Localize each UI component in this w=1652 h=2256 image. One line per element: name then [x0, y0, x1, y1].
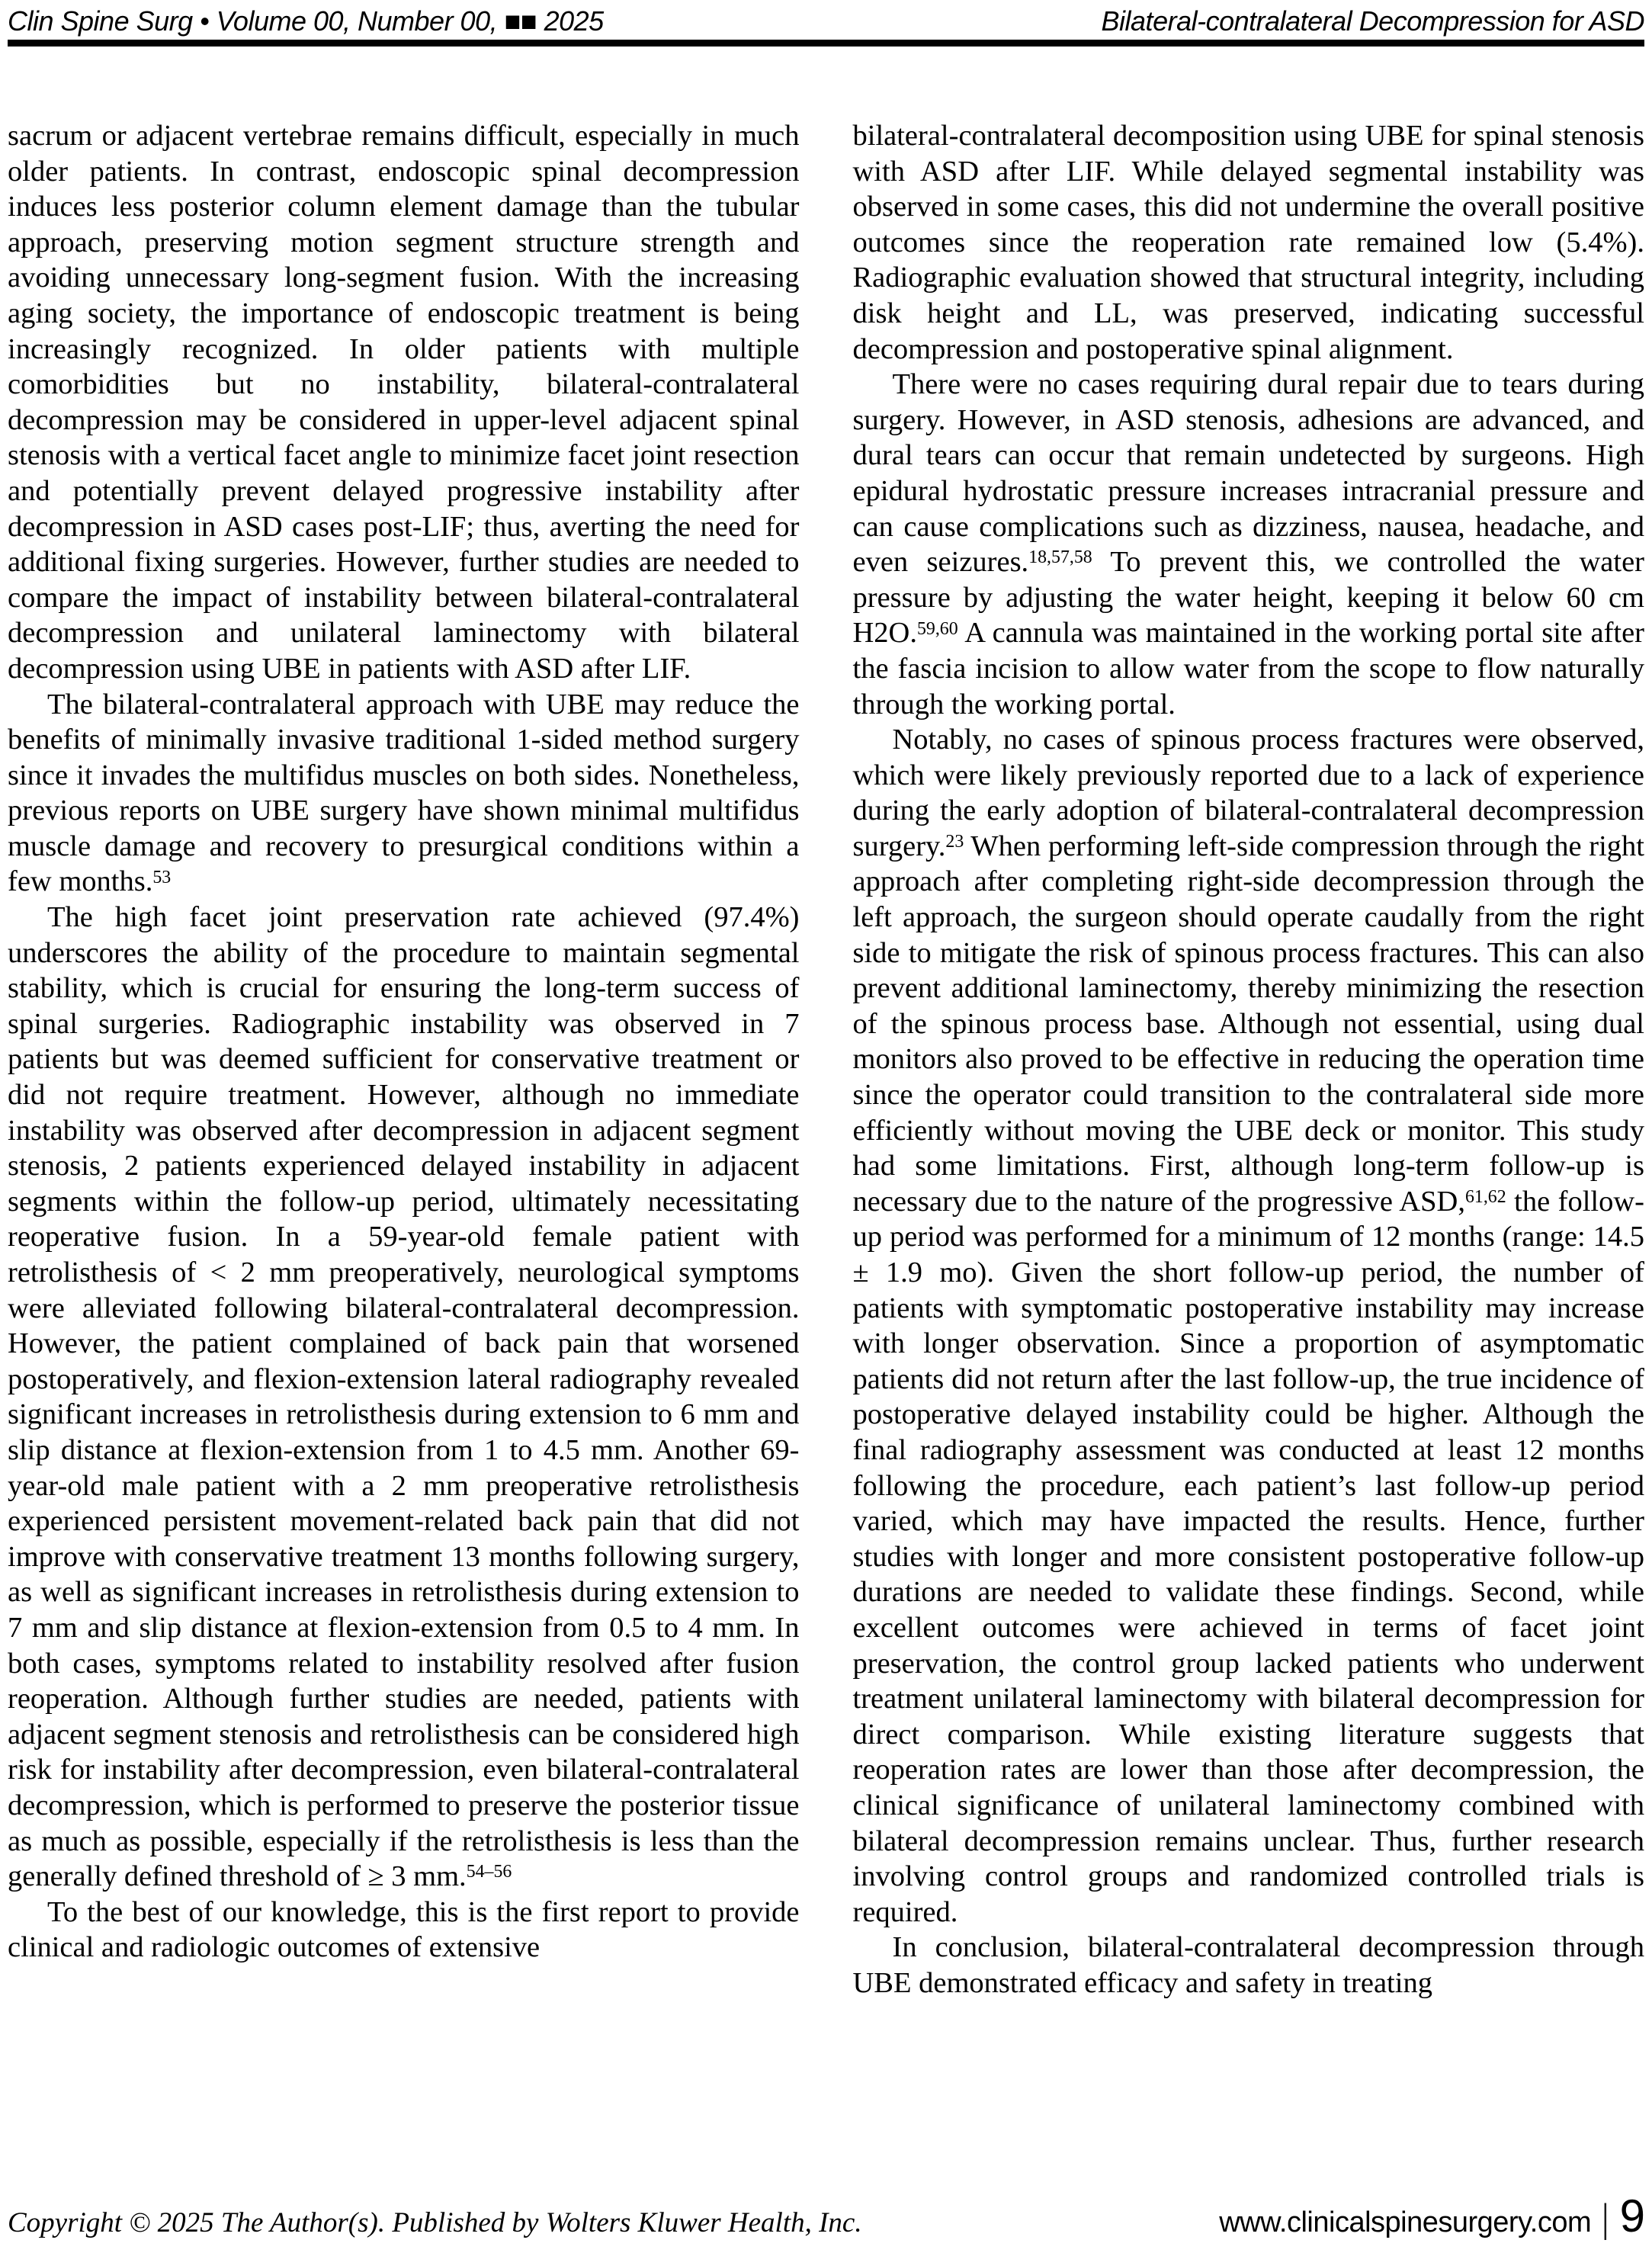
page-footer: [8, 2190, 1644, 2242]
paragraph: sacrum or adjacent vertebrae remains difficult, especially in much older patients. In contrast, endoscopic spinal decompression induces less posterior column element damage than the tubular approach, preserving motion segment structure strength and avoiding unnecessary long-segment fusion. With the increasing aging society, the importance of endoscopic treatment is being increasingly recognized. In older patients with multiple comorbidities but no instability, bilateral-contralateral decompression may be considered in upper-level adjacent spinal stenosis with a vertical facet angle to minimize facet joint resection and potentially prevent delayed progressive instability after decompression in ASD cases post-LIF; thus, averting the need for additional fixing surgeries. However, further studies are needed to compare the impact of instability between bilateral-contralateral decompression and unilateral laminectomy with bilateral decompression using UBE in patients with ASD after LIF.: [8, 120, 800, 685]
reference-superscript: 53: [152, 867, 172, 887]
paragraph: In conclusion, bilateral-contralateral decompression through UBE demonstrated efficacy and safety in treating: [852, 1931, 1644, 1999]
reference-superscript: 23: [945, 832, 964, 852]
article-body: [8, 118, 1644, 2222]
reference-superscript: 59,60: [916, 618, 958, 639]
paragraph: The high facet joint preservation rate achieved (97.4%) underscores the ability of the procedure to maintain segmental stability, which is crucial for ensuring the long-term success of spinal surgeries. Radiographic instability was observed in 7 patients but was deemed sufficient for conservative treatment or did not require treatment. However, although no immediate instability was observed after decompression in adjacent segment stenosis, 2 patients experienced delayed instability in adjacent segments within the follow-up period, ultimately necessitating reoperative fusion. In a 59-year-old female patient with retrolisthesis of < 2 mm preoperatively, neurological symptoms were alleviated following bilateral-contralateral decompression. However, the patient complained of back pain that worsened postoperatively, and flexion-extension lateral radiography revealed significant increases in retrolisthesis during extension to 6 mm and slip distance at flexion-extension from 1 to 4.5 mm. Another 69-year-old male patient with a 2 mm preoperative retrolisthesis experienced persistent movement-related back pain that did not improve with conservative treatment 13 months following surgery, as well as significant increases in retrolisthesis during extension to 7 mm and slip distance at flexion-extension from 0.5 to 4 mm. In both cases, symptoms related to instability resolved after fusion reoperation. Although further studies are needed, patients with adjacent segment stenosis and retrolisthesis can be considered high risk for instability after decompression, even bilateral-contralateral decompression, which is performed to preserve the posterior tissue as much as possible, especially if the retrolisthesis is less than the generally defined threshold of ≥ 3 mm.$^{54-56}$: [8, 901, 800, 1893]
paragraph: Notably, no cases of spinous process fractures were observed, which were likely previously reported due to a lack of experience during the early adoption of bilateral-contralateral decompression surgery.$^{23}$ When performing left-side compression through the right approach after completing right-side decompression through the left approach, the surgeon should operate caudally from the right side to mitigate the risk of spinous process fractures. This can also prevent additional laminectomy, thereby minimizing the resection of the spinous process base. Although not essential, using dual monitors also proved to be effective in reducing the operation time since the operator could transition to the contralateral side more efficiently without moving the UBE deck or monitor. This study had some limitations. First, although long-term follow-up is necessary due to the nature of the progressive ASD,$^{61,62}$ the follow-up period was performed for a minimum of 12 months (range: 14.5 ± 1.9 mo). Given the short follow-up period, the number of patients with symptomatic postoperative instability may increase with longer observation. Since a proportion of asymptomatic patients did not return after the last follow-up, the true incidence of postoperative delayed instability could be higher. Although the final radiography assessment was conducted at least 12 months following the procedure, each patient’s last follow-up period varied, which may have impacted the results. Hence, further studies with longer and more consistent postoperative follow-up durations are needed to validate these findings. Second, while excellent outcomes were achieved in terms of facet joint preservation, the control group lacked patients who underwent treatment unilateral laminectomy with bilateral decompression for direct comparison. While existing literature suggests that reoperation rates are lower than those after decompression, the clinical significance of unilateral laminectomy combined with bilateral decompression remains unclear. Thus, further research involving control groups and randomized controlled trials is required.: [852, 724, 1644, 1928]
journal-website-link[interactable]: www.clinicalspinesurgery.com: [1219, 2206, 1592, 2238]
paragraph: There were no cases requiring dural repair due to tears during surgery. However, in ASD stenosis, adhesions are advanced, and dural tears can occur that remain undetected by surgeons. High epidural hydrostatic pressure increases intracranial pressure and can cause complications such as dizziness, nausea, headache, and even seizures.$^{18,57,58}$ To prevent this, we controlled the water pressure by adjusting the water height, keeping it below 60 cm H2O.$^{59,60}$ A cannula was maintained in the working portal site after the fascia incision to allow water from the scope to flow naturally through the working portal.: [852, 368, 1644, 720]
header-rule: [8, 40, 1644, 47]
page-number: 9: [1619, 2190, 1644, 2242]
paragraph: To the best of our knowledge, this is the first report to provide clinical and radiologic outcomes of extensive: [8, 1895, 800, 1964]
running-title: Bilateral-contralateral Decompression for ASD: [1101, 5, 1644, 37]
running-head: [8, 0, 1644, 38]
footer-right: [1219, 2190, 1644, 2242]
journal-citation: Clin Spine Surg • Volume 00, Number 00, ■■ 2025: [8, 5, 604, 37]
left-column: [8, 118, 800, 2222]
footer-separator: |: [1602, 2197, 1609, 2241]
reference-superscript: 54–56: [466, 1862, 512, 1882]
paragraph: The bilateral-contralateral approach with UBE may reduce the benefits of minimally invasive traditional 1-sided method surgery since it invades the multifidus muscles on both sides. Nonetheless, previous reports on UBE surgery have shown minimal multifidus muscle damage and recovery to presurgical conditions within a few months.$^{53}$: [8, 688, 800, 898]
reference-superscript: 18,57,58: [1028, 547, 1092, 568]
copyright-notice: Copyright © 2025 The Author(s). Published by Wolters Kluwer Health, Inc.: [8, 2207, 862, 2238]
right-column: [853, 118, 1645, 2222]
paragraph: bilateral-contralateral decomposition using UBE for spinal stenosis with ASD after LIF. While delayed segmental instability was observed in some cases, this did not undermine the overall positive outcomes since the reoperation rate remained low (5.4%). Radiographic evaluation showed that structural integrity, including disk height and LL, was preserved, indicating successful decompression and postoperative spinal alignment.: [852, 120, 1644, 365]
reference-superscript: 61,62: [1464, 1187, 1506, 1208]
